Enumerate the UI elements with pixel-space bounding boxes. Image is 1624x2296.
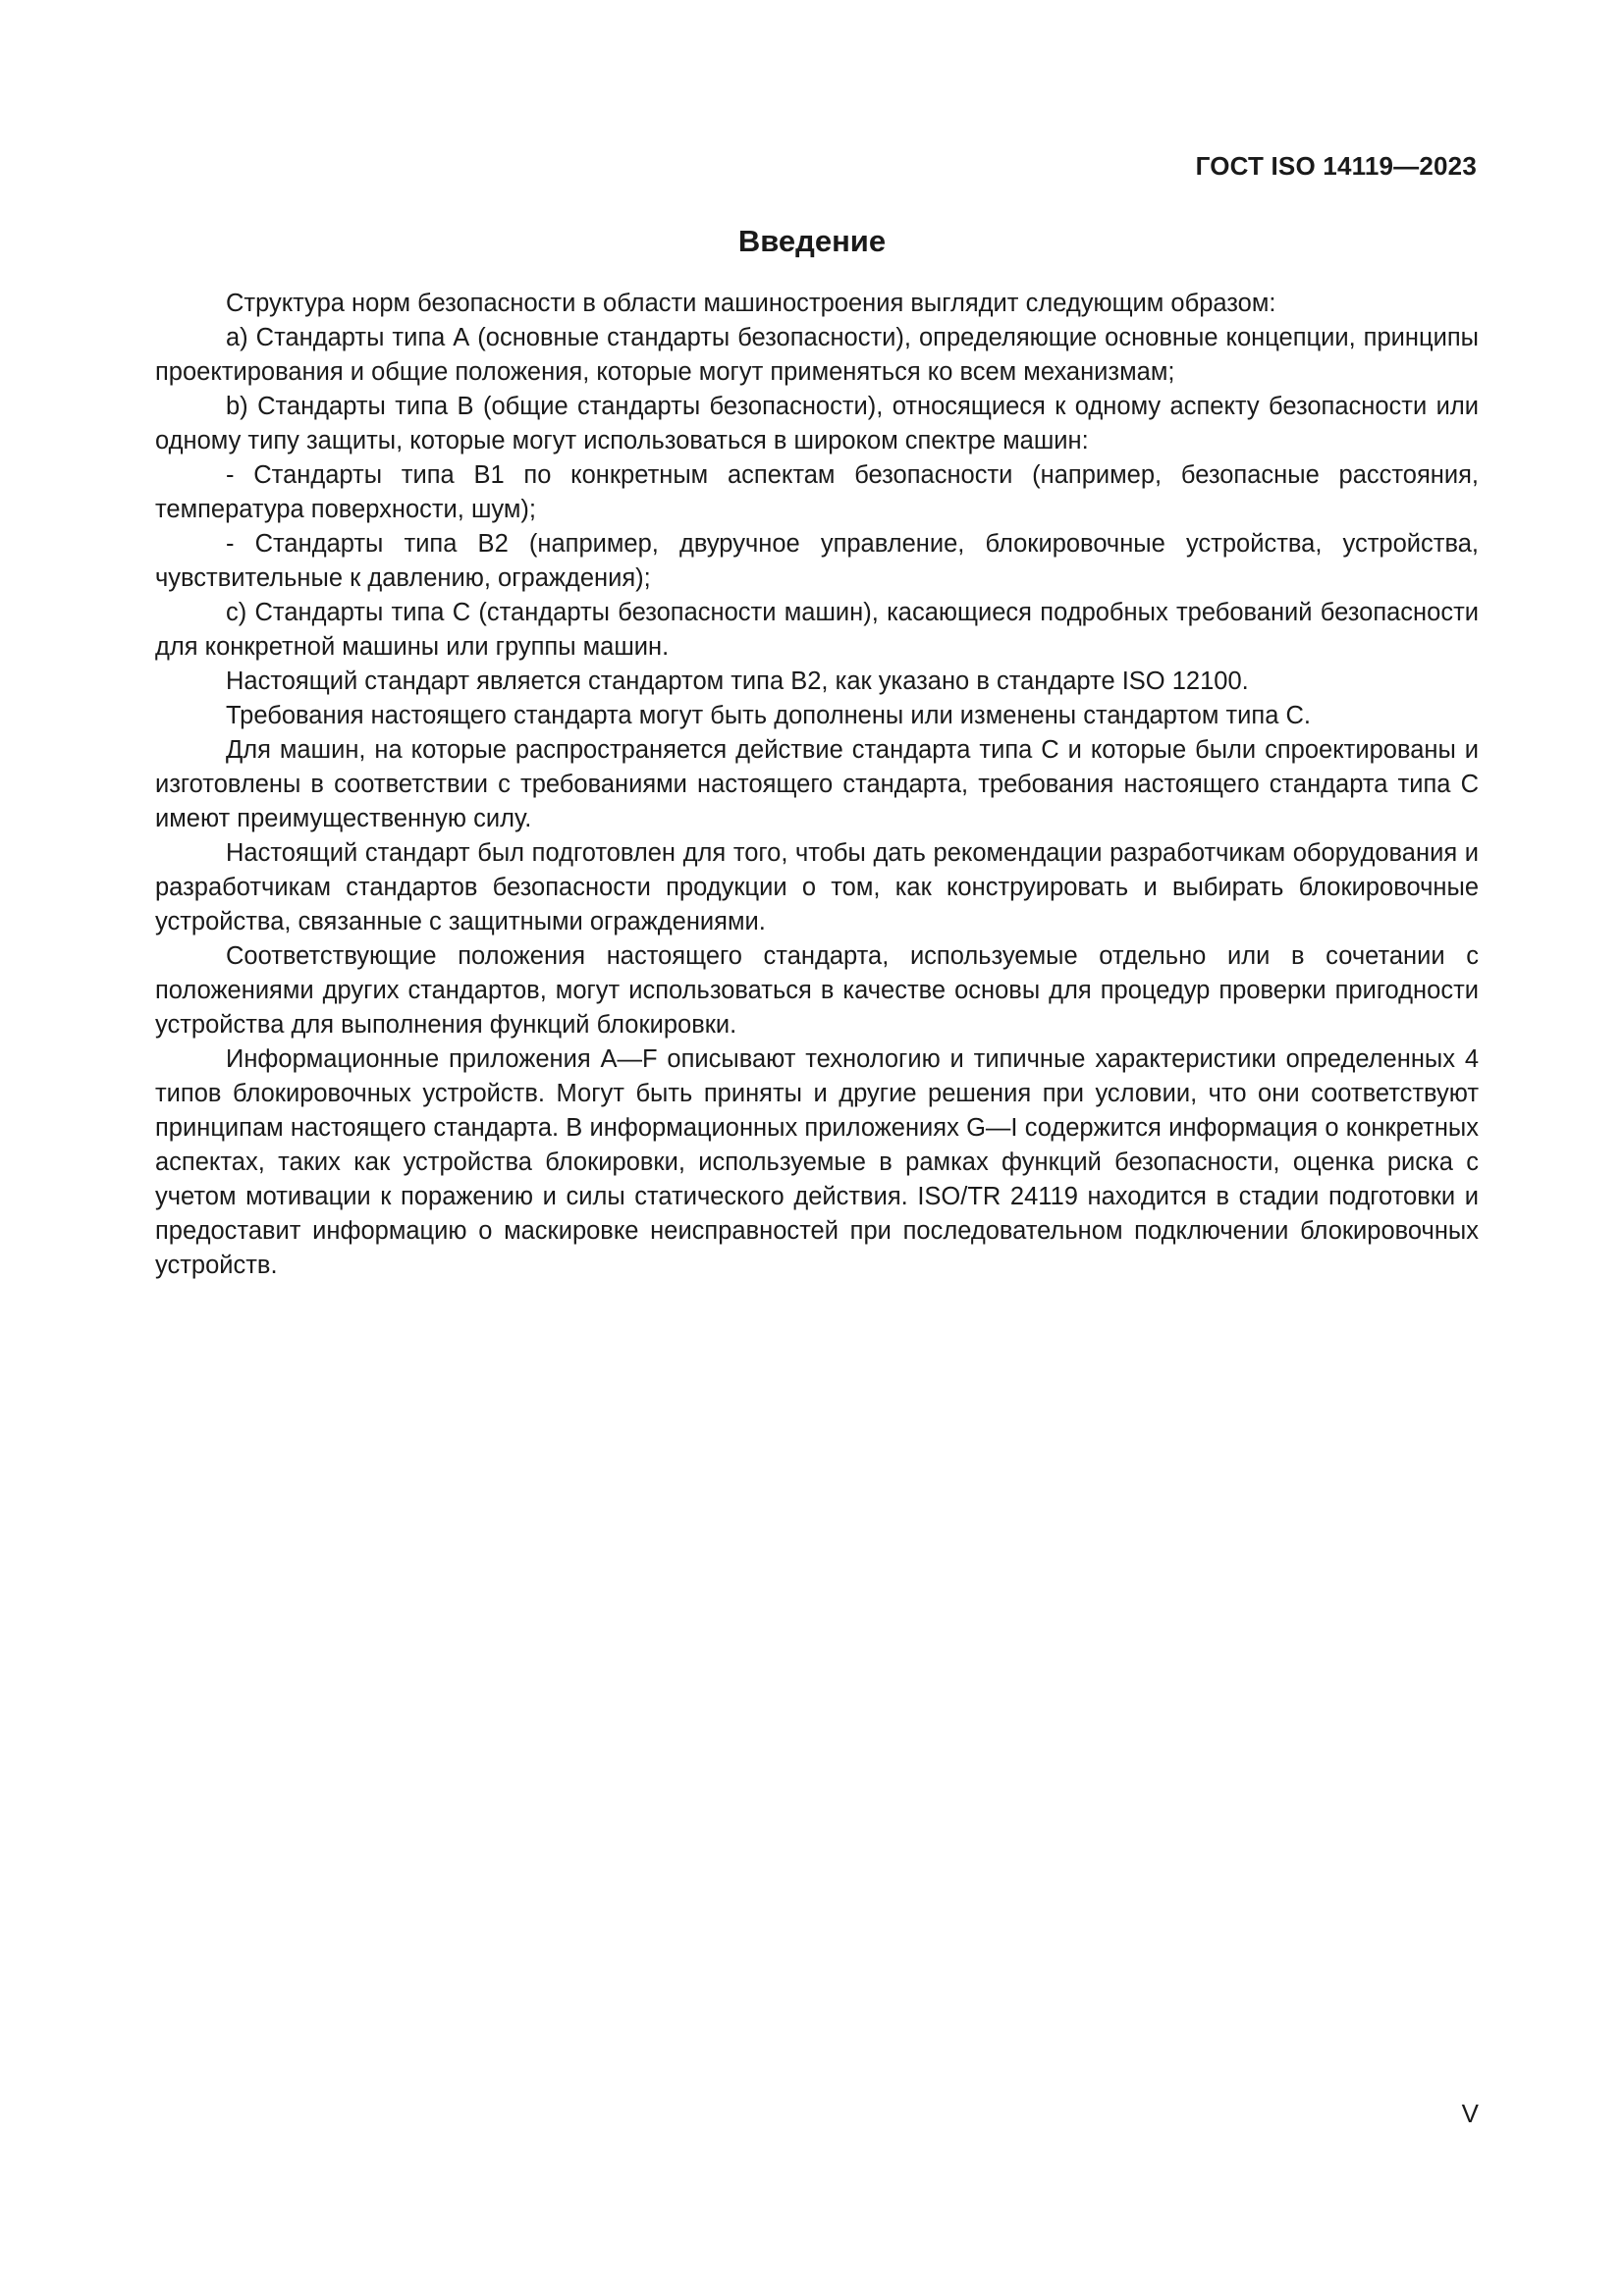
paragraph: Информационные приложения А—F описывают технологию и типичные характеристики определенных 4 типов блокировочных устройств. Могут быть приняты и другие решения при условии, что они соответствуют принципам настоящего стандарта. В информационных приложениях G—I содержится информация о конкретных аспектах, таких как устройства блокировки, используемые в рамках функций безопасности, оценка риска с учетом мотивации к поражению и силы статического действия. ISO/TR 24119 находится в стадии подготовки и предоставит информацию о маскировке неисправностей при последовательном подключении блокировочных устройств. bbox=[155, 1045, 1479, 1279]
paragraph: с) Стандарты типа С (стандарты безопасности машин), касающиеся подробных требований безопасности для конкретной машины или группы машин. bbox=[155, 599, 1479, 661]
paragraph: Соответствующие положения настоящего стандарта, используемые отдельно или в сочетании с положениями других стандартов, могут использоваться в качестве основы для процедур проверки пригодности устройства для выполнения функций блокировки. bbox=[155, 942, 1479, 1039]
document-header: ГОСТ ISO 14119—2023 bbox=[1195, 151, 1477, 181]
section-title: Введение bbox=[737, 224, 887, 258]
paragraph: - Стандарты типа В1 по конкретным аспектам безопасности (например, безопасные расстояния, температура поверхности, шум); bbox=[155, 461, 1479, 523]
paragraph: Настоящий стандарт был подготовлен для того, чтобы дать рекомендации разработчикам оборудования и разработчикам стандартов безопасности продукции о том, как конструировать и выбирать блокировочные устройства, связанные с защитными ограждениями. bbox=[155, 839, 1479, 935]
page-number: V bbox=[1461, 2099, 1479, 2128]
paragraph: Требования настоящего стандарта могут быть дополнены или изменены стандартом типа С. bbox=[226, 702, 1311, 729]
paragraph: Настоящий стандарт является стандартом типа В2, как указано в стандарте ISO 12100. bbox=[226, 667, 1249, 695]
paragraph: а) Стандарты типа А (основные стандарты безопасности), определяющие основные концепции, принципы проектирования и общие положения, которые могут применяться ко всем механизмам; bbox=[155, 324, 1479, 386]
paragraph: - Стандарты типа В2 (например, двуручное управление, блокировочные устройства, устройства, чувствительные к давлению, ограждения); bbox=[155, 530, 1479, 592]
paragraph: Структура норм безопасности в области машиностроения выглядит следующим образом: bbox=[226, 290, 1276, 317]
body-text bbox=[155, 287, 1479, 1283]
paragraph: Для машин, на которые распространяется действие стандарта типа С и которые были спроектированы и изготовлены в соответствии с требованиями настоящего стандарта, требования настоящего стандарта типа С имеют преимущественную силу. bbox=[155, 736, 1479, 832]
paragraph: b) Стандарты типа В (общие стандарты безопасности), относящиеся к одному аспекту безопасности или одному типу защиты, которые могут использоваться в широком спектре машин: bbox=[155, 393, 1479, 454]
